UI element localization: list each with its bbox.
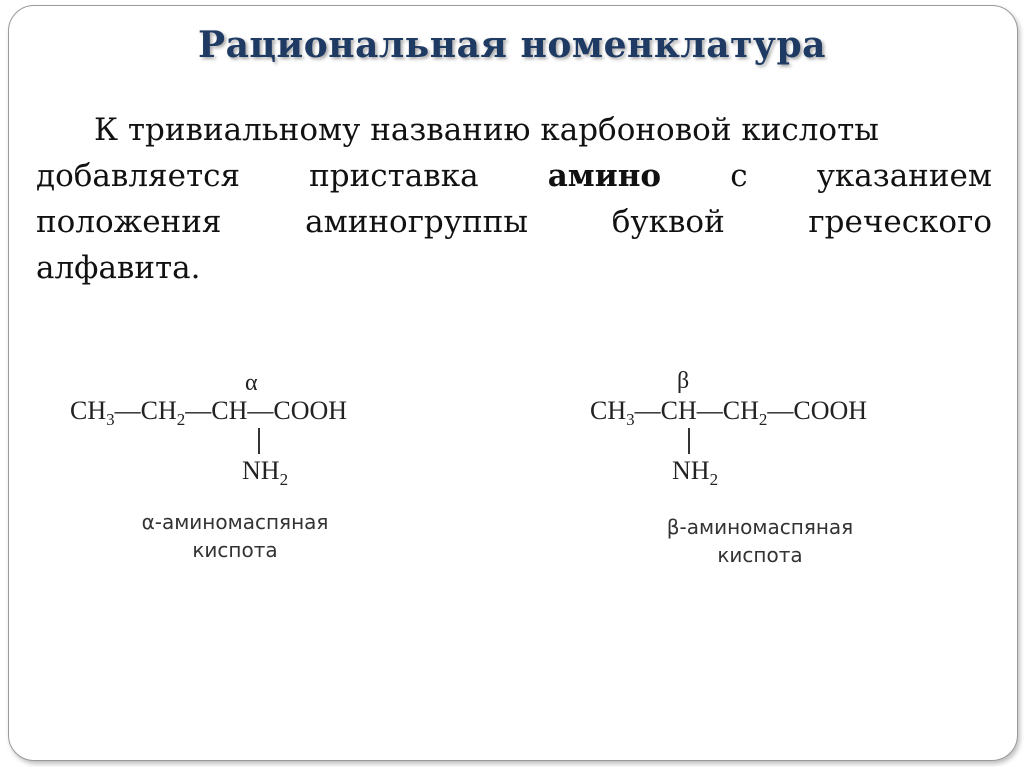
word: указанием [816,158,992,194]
word-bold-amino: амино [547,158,662,194]
body-paragraph [36,107,992,291]
alpha-formula [70,396,347,430]
ch3-group: $CH_3$ [590,396,635,429]
bond: — [185,396,212,425]
word: аминогруппы [305,204,529,240]
bond: — [767,396,794,425]
alpha-nh2: $NH_2$ [242,456,289,489]
ch3-group: $CH_3$ [70,396,115,429]
bond-vertical [688,428,690,454]
cooh-group: COOH [793,396,868,425]
beta-marker: β [677,368,690,394]
bond-vertical [258,428,260,454]
word: греческого [808,204,992,240]
paragraph-line-1: К тривиальному названию карбоновой кислоты [94,112,879,148]
beta-formula [590,396,867,430]
alpha-caption: α-аминомаспяная киспота [141,510,329,562]
ch-group: CH [660,396,697,425]
beta-caption: β-аминомаспяная киспота [666,515,854,567]
slide-title: Рациональная номенклатура [198,24,826,66]
word: положения [36,204,222,240]
word: добавляется [36,158,241,194]
bond: — [634,396,661,425]
cooh-group: COOH [273,396,348,425]
bond: — [114,396,141,425]
paragraph-line-4: алфавита. [36,250,201,286]
word: с [730,158,748,194]
ch2-group: $CH_2$ [140,396,186,429]
beta-nh2: $NH_2$ [672,456,719,489]
paragraph-line-3 [36,199,992,245]
ch2-group: $CH_2$ [722,396,768,429]
word: приставка [309,158,479,194]
alpha-marker: α [245,370,258,396]
paragraph-line-2 [36,153,992,199]
bond: — [247,396,274,425]
bond: — [696,396,723,425]
ch-group: CH [211,396,248,425]
word: буквой [611,204,725,240]
